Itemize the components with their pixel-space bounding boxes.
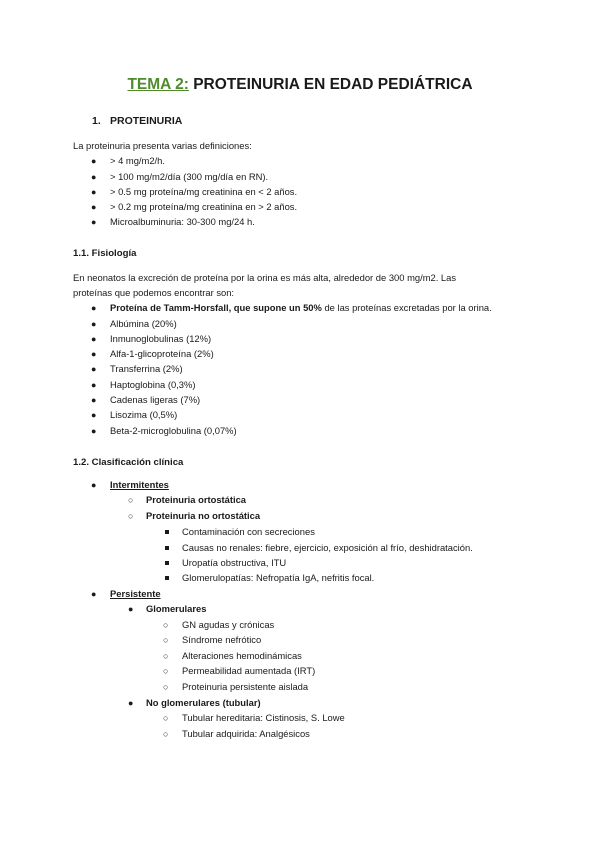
square-bullet-icon xyxy=(165,546,169,550)
protein-item: Transferrina (2%) xyxy=(110,363,183,374)
no-ortostatica-label: Proteinuria no ortostática xyxy=(146,510,261,521)
glomerulares-item: Síndrome nefrótico xyxy=(182,634,262,645)
protein-item: Cadenas ligeras (7%) xyxy=(110,394,201,405)
protein-item: Lisozima (0,5%) xyxy=(110,409,178,420)
bullet-icon: ● xyxy=(91,364,97,374)
protein-item: Alfa-1-glicoproteína (2%) xyxy=(110,348,214,359)
bullet-icon: ● xyxy=(91,334,97,344)
definition-item: > 4 mg/m2/h. xyxy=(110,155,165,166)
circle-bullet-icon: ○ xyxy=(163,651,169,661)
circle-bullet-icon: ○ xyxy=(128,495,134,505)
bullet-icon: ● xyxy=(91,156,97,166)
intermitentes-label: Intermitentes xyxy=(110,479,169,490)
title-text: PROTEINURIA EN EDAD PEDIÁTRICA xyxy=(193,76,473,93)
bullet-icon: ● xyxy=(91,202,97,212)
glomerulares-label: Glomerulares xyxy=(146,603,207,614)
glomerulares-item: Alteraciones hemodinámicas xyxy=(182,650,302,661)
bullet-icon: ● xyxy=(91,395,97,405)
no-glomerulares-label: No glomerulares (tubular) xyxy=(146,697,261,708)
section-1-1-heading: 1.1. Fisiología xyxy=(73,248,137,259)
protein-item: Haptoglobina (0,3%) xyxy=(110,379,196,390)
glomerulares-item: Proteinuria persistente aislada xyxy=(182,681,309,692)
bullet-icon: ● xyxy=(128,698,134,708)
bullet-icon: ● xyxy=(128,604,134,614)
circle-bullet-icon: ○ xyxy=(163,713,169,723)
section-1-number: 1. xyxy=(92,115,101,127)
section-1-1-paragraph-line2: proteínas que podemos encontrar son: xyxy=(73,287,235,298)
circle-bullet-icon: ○ xyxy=(163,620,169,630)
no-glomerulares-item: Tubular hereditaria: Cistinosis, S. Lowe xyxy=(182,712,345,723)
bullet-icon: ● xyxy=(91,172,97,182)
square-bullet-icon xyxy=(165,561,169,565)
section-1-heading: PROTEINURIA xyxy=(110,115,183,127)
tamm-horsfall-bold: Proteína de Tamm-Horsfall, que supone un 50% xyxy=(110,302,322,313)
section-1-intro: La proteinuria presenta varias definiciones: xyxy=(73,140,252,151)
square-bullet-icon xyxy=(165,576,169,580)
circle-bullet-icon: ○ xyxy=(128,511,134,521)
section-1-2-heading: 1.2. Clasificación clínica xyxy=(73,457,184,468)
protein-item: Beta-2-microglobulina (0,07%) xyxy=(110,425,237,436)
bullet-icon: ● xyxy=(91,319,97,329)
no-ortostatica-item: Uropatía obstructiva, ITU xyxy=(182,557,287,568)
square-bullet-icon xyxy=(165,530,169,534)
definition-item: > 100 mg/m2/día (300 mg/día en RN). xyxy=(110,171,269,182)
title-tema-label: TEMA 2: xyxy=(127,76,189,93)
protein-item: Albúmina (20%) xyxy=(110,318,177,329)
persistente-label: Persistente xyxy=(110,588,161,599)
bullet-icon: ● xyxy=(91,480,97,490)
circle-bullet-icon: ○ xyxy=(163,729,169,739)
definition-item: > 0.2 mg proteína/mg creatinina en > 2 años. xyxy=(110,201,298,212)
protein-item: Inmunoglobulinas (12%) xyxy=(110,333,212,344)
page-title xyxy=(0,76,600,94)
bullet-icon: ● xyxy=(91,410,97,420)
bullet-icon: ● xyxy=(91,303,97,313)
bullet-icon: ● xyxy=(91,589,97,599)
bullet-icon: ● xyxy=(91,380,97,390)
bullet-icon: ● xyxy=(91,187,97,197)
no-ortostatica-item: Glomerulopatías: Nefropatía IgA, nefritis focal. xyxy=(182,572,375,583)
no-ortostatica-item: Causas no renales: fiebre, ejercicio, exposición al frío, deshidratación. xyxy=(182,542,473,553)
circle-bullet-icon: ○ xyxy=(163,635,169,645)
tamm-horsfall-item xyxy=(110,302,492,314)
bullet-icon: ● xyxy=(91,426,97,436)
bullet-icon: ● xyxy=(91,349,97,359)
section-1-1-paragraph-line1: En neonatos la excreción de proteína por la orina es más alta, alrededor de 300 mg/m2. Las xyxy=(73,272,457,283)
no-ortostatica-item: Contaminación con secreciones xyxy=(182,526,315,537)
circle-bullet-icon: ○ xyxy=(163,682,169,692)
definition-item: Microalbuminuria: 30-300 mg/24 h. xyxy=(110,216,255,227)
no-glomerulares-item: Tubular adquirida: Analgésicos xyxy=(182,728,310,739)
tamm-horsfall-rest: de las proteínas excretadas por la orina. xyxy=(321,302,492,313)
definition-item: > 0.5 mg proteína/mg creatinina en < 2 años. xyxy=(110,186,298,197)
bullet-icon: ● xyxy=(91,217,97,227)
ortostatica-label: Proteinuria ortostática xyxy=(146,494,247,505)
glomerulares-item: Permeabilidad aumentada (IRT) xyxy=(182,665,316,676)
circle-bullet-icon: ○ xyxy=(163,666,169,676)
glomerulares-item: GN agudas y crónicas xyxy=(182,619,275,630)
